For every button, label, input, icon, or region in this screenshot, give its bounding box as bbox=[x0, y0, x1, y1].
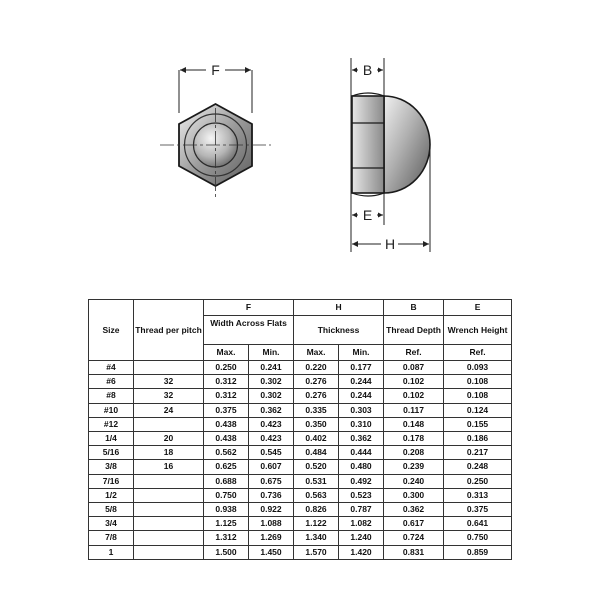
cell-f-min: 0.922 bbox=[249, 503, 294, 517]
cell-f-min: 0.362 bbox=[249, 403, 294, 417]
table-row bbox=[89, 361, 512, 375]
cell-thread bbox=[134, 417, 204, 431]
header-thread-depth: Thread Depth bbox=[384, 316, 444, 345]
cell-f-max: 0.312 bbox=[204, 389, 249, 403]
table-row bbox=[89, 517, 512, 531]
cell-thread bbox=[134, 361, 204, 375]
cell-e-ref: 0.093 bbox=[444, 361, 512, 375]
cell-h-min: 0.787 bbox=[339, 503, 384, 517]
cell-f-min: 1.088 bbox=[249, 517, 294, 531]
side-view bbox=[351, 58, 430, 252]
cell-h-max: 0.826 bbox=[294, 503, 339, 517]
cell-thread bbox=[134, 474, 204, 488]
cell-e-ref: 0.124 bbox=[444, 403, 512, 417]
cell-thread: 32 bbox=[134, 389, 204, 403]
cell-b-ref: 0.087 bbox=[384, 361, 444, 375]
cell-h-max: 0.350 bbox=[294, 417, 339, 431]
cell-h-max: 0.402 bbox=[294, 432, 339, 446]
cell-size: 5/16 bbox=[89, 446, 134, 460]
cell-size: 7/8 bbox=[89, 531, 134, 545]
cell-h-max: 1.340 bbox=[294, 531, 339, 545]
hex-body bbox=[352, 96, 384, 193]
cell-f-max: 0.438 bbox=[204, 417, 249, 431]
dimension-label-e: E bbox=[362, 207, 373, 223]
cell-b-ref: 0.300 bbox=[384, 488, 444, 502]
cell-b-ref: 0.102 bbox=[384, 389, 444, 403]
cell-b-ref: 0.831 bbox=[384, 545, 444, 559]
table-row bbox=[89, 460, 512, 474]
header-f: F bbox=[204, 300, 294, 316]
header-h-min: Min. bbox=[339, 345, 384, 361]
cell-f-min: 1.450 bbox=[249, 545, 294, 559]
table-row bbox=[89, 474, 512, 488]
cell-e-ref: 0.250 bbox=[444, 474, 512, 488]
cell-b-ref: 0.102 bbox=[384, 375, 444, 389]
cell-h-max: 0.520 bbox=[294, 460, 339, 474]
header-thread: Thread per pitch bbox=[134, 300, 204, 361]
cell-h-max: 0.276 bbox=[294, 375, 339, 389]
cell-size: 3/8 bbox=[89, 460, 134, 474]
cell-h-min: 0.244 bbox=[339, 389, 384, 403]
cell-size: 1/4 bbox=[89, 432, 134, 446]
cell-thread bbox=[134, 517, 204, 531]
cell-f-max: 1.500 bbox=[204, 545, 249, 559]
cell-e-ref: 0.248 bbox=[444, 460, 512, 474]
front-view bbox=[160, 62, 271, 200]
table-row bbox=[89, 446, 512, 460]
table-row bbox=[89, 531, 512, 545]
cell-h-max: 0.335 bbox=[294, 403, 339, 417]
cell-size: #4 bbox=[89, 361, 134, 375]
header-width-across-flats: Width Across Flats bbox=[204, 316, 294, 345]
header-e: E bbox=[444, 300, 512, 316]
cell-f-min: 0.545 bbox=[249, 446, 294, 460]
cell-h-max: 1.570 bbox=[294, 545, 339, 559]
cell-h-max: 0.563 bbox=[294, 488, 339, 502]
cell-f-max: 0.562 bbox=[204, 446, 249, 460]
dimension-table bbox=[88, 299, 512, 560]
cell-e-ref: 0.641 bbox=[444, 517, 512, 531]
cell-e-ref: 0.108 bbox=[444, 389, 512, 403]
cell-f-min: 0.607 bbox=[249, 460, 294, 474]
table-row bbox=[89, 403, 512, 417]
cell-size: 3/4 bbox=[89, 517, 134, 531]
cell-h-max: 1.122 bbox=[294, 517, 339, 531]
cell-h-max: 0.531 bbox=[294, 474, 339, 488]
cell-h-min: 1.420 bbox=[339, 545, 384, 559]
cell-e-ref: 0.217 bbox=[444, 446, 512, 460]
cell-b-ref: 0.617 bbox=[384, 517, 444, 531]
cell-b-ref: 0.148 bbox=[384, 417, 444, 431]
cell-f-min: 1.269 bbox=[249, 531, 294, 545]
table-row bbox=[89, 389, 512, 403]
cell-f-min: 0.302 bbox=[249, 389, 294, 403]
cell-thread bbox=[134, 531, 204, 545]
header-f-max: Max. bbox=[204, 345, 249, 361]
cell-size: 1/2 bbox=[89, 488, 134, 502]
cell-size: #8 bbox=[89, 389, 134, 403]
cell-f-min: 0.302 bbox=[249, 375, 294, 389]
table-row bbox=[89, 432, 512, 446]
cell-f-max: 1.312 bbox=[204, 531, 249, 545]
header-wrench-height: Wrench Height bbox=[444, 316, 512, 345]
cell-h-min: 1.240 bbox=[339, 531, 384, 545]
table-row bbox=[89, 375, 512, 389]
cell-e-ref: 0.859 bbox=[444, 545, 512, 559]
cell-e-ref: 0.375 bbox=[444, 503, 512, 517]
cell-b-ref: 0.239 bbox=[384, 460, 444, 474]
cell-f-max: 0.250 bbox=[204, 361, 249, 375]
cell-h-min: 0.362 bbox=[339, 432, 384, 446]
cell-h-max: 0.220 bbox=[294, 361, 339, 375]
cell-h-max: 0.276 bbox=[294, 389, 339, 403]
cell-h-min: 0.177 bbox=[339, 361, 384, 375]
cell-thread: 16 bbox=[134, 460, 204, 474]
cell-thread bbox=[134, 545, 204, 559]
cap-nut-drawing bbox=[0, 0, 600, 290]
cell-size: #6 bbox=[89, 375, 134, 389]
cell-e-ref: 0.108 bbox=[444, 375, 512, 389]
cell-h-min: 0.310 bbox=[339, 417, 384, 431]
cell-h-max: 0.484 bbox=[294, 446, 339, 460]
cell-h-min: 0.492 bbox=[339, 474, 384, 488]
cell-e-ref: 0.750 bbox=[444, 531, 512, 545]
cell-f-max: 0.312 bbox=[204, 375, 249, 389]
cell-f-min: 0.423 bbox=[249, 417, 294, 431]
cell-e-ref: 0.155 bbox=[444, 417, 512, 431]
cell-f-max: 0.938 bbox=[204, 503, 249, 517]
cell-f-max: 1.125 bbox=[204, 517, 249, 531]
cell-thread: 20 bbox=[134, 432, 204, 446]
table-row bbox=[89, 417, 512, 431]
cell-h-min: 0.480 bbox=[339, 460, 384, 474]
table-body bbox=[89, 361, 512, 560]
cell-size: 7/16 bbox=[89, 474, 134, 488]
cell-h-min: 0.523 bbox=[339, 488, 384, 502]
header-thickness: Thickness bbox=[294, 316, 384, 345]
table-row bbox=[89, 545, 512, 559]
cell-size: #10 bbox=[89, 403, 134, 417]
table-row bbox=[89, 503, 512, 517]
dome bbox=[384, 96, 430, 193]
cell-f-max: 0.688 bbox=[204, 474, 249, 488]
cell-h-min: 0.303 bbox=[339, 403, 384, 417]
cell-f-min: 0.675 bbox=[249, 474, 294, 488]
cell-f-max: 0.625 bbox=[204, 460, 249, 474]
cell-thread: 32 bbox=[134, 375, 204, 389]
cell-e-ref: 0.186 bbox=[444, 432, 512, 446]
table-row bbox=[89, 488, 512, 502]
header-e-ref: Ref. bbox=[444, 345, 512, 361]
cell-f-max: 0.438 bbox=[204, 432, 249, 446]
cell-b-ref: 0.208 bbox=[384, 446, 444, 460]
dimension-label-h: H bbox=[384, 236, 396, 252]
cell-size: 1 bbox=[89, 545, 134, 559]
cell-b-ref: 0.362 bbox=[384, 503, 444, 517]
cell-thread bbox=[134, 503, 204, 517]
header-f-min: Min. bbox=[249, 345, 294, 361]
cell-thread: 24 bbox=[134, 403, 204, 417]
header-b-ref: Ref. bbox=[384, 345, 444, 361]
cell-e-ref: 0.313 bbox=[444, 488, 512, 502]
header-b: B bbox=[384, 300, 444, 316]
cell-b-ref: 0.178 bbox=[384, 432, 444, 446]
cell-h-min: 0.244 bbox=[339, 375, 384, 389]
header-size: Size bbox=[89, 300, 134, 361]
dimension-label-b: B bbox=[362, 62, 373, 78]
cell-f-min: 0.423 bbox=[249, 432, 294, 446]
cell-b-ref: 0.724 bbox=[384, 531, 444, 545]
cell-thread bbox=[134, 488, 204, 502]
cell-f-max: 0.375 bbox=[204, 403, 249, 417]
cell-f-max: 0.750 bbox=[204, 488, 249, 502]
cell-h-min: 1.082 bbox=[339, 517, 384, 531]
cell-b-ref: 0.240 bbox=[384, 474, 444, 488]
cell-thread: 18 bbox=[134, 446, 204, 460]
dimension-label-f: F bbox=[211, 62, 220, 78]
cell-f-min: 0.241 bbox=[249, 361, 294, 375]
cell-b-ref: 0.117 bbox=[384, 403, 444, 417]
cell-size: 5/8 bbox=[89, 503, 134, 517]
header-h: H bbox=[294, 300, 384, 316]
cell-h-min: 0.444 bbox=[339, 446, 384, 460]
cell-f-min: 0.736 bbox=[249, 488, 294, 502]
cell-size: #12 bbox=[89, 417, 134, 431]
header-h-max: Max. bbox=[294, 345, 339, 361]
